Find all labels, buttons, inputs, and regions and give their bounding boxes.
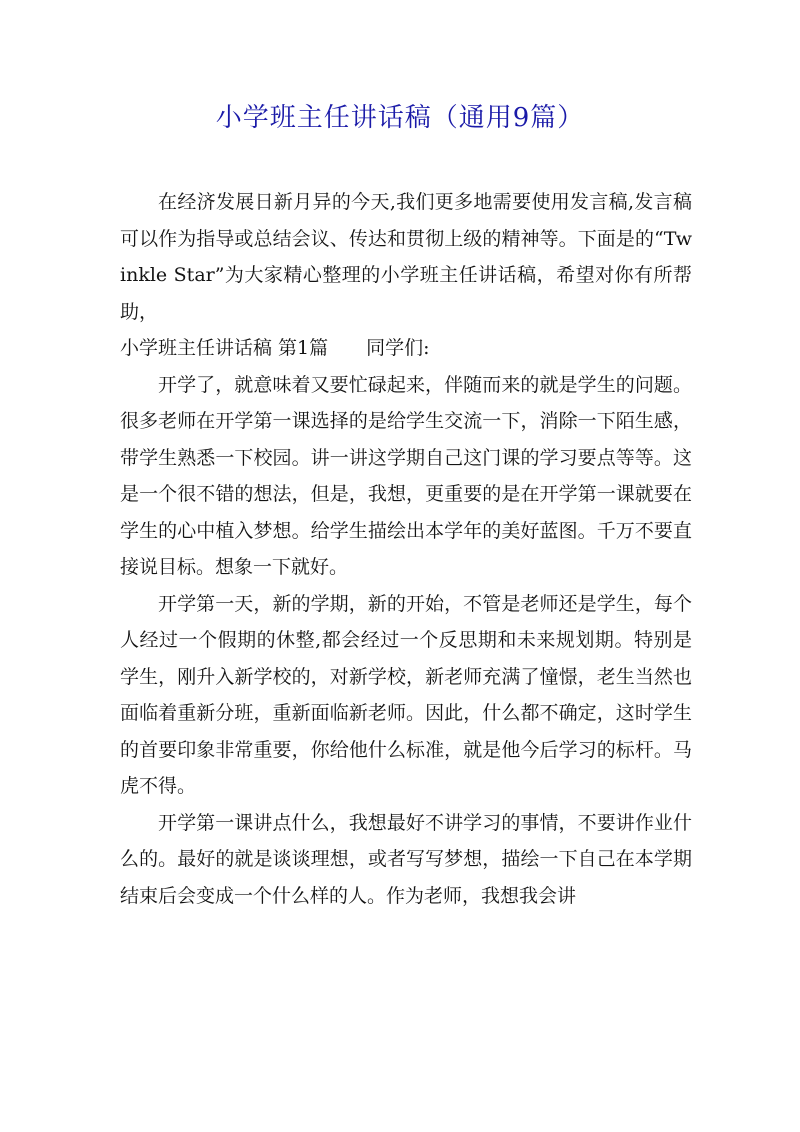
greeting: 同学们:: [366, 337, 430, 359]
intro-paragraph: 在经济发展日新月异的今天,我们更多地需要使用发言稿,发言稿可以作为指导或总结会议、传达和贯彻上级的精神等。下面是的“Twinkle Star”为大家精心整理的小学班主任讲话稿，希望对你有所帮助，: [120, 191, 692, 323]
section-heading: 小学班主任讲话稿 第1篇: [120, 337, 329, 359]
body-paragraph: 开学第一天，新的学期，新的开始，不管是老师还是学生，每个人经过一个假期的休整,都会经过一个反思期和未来规划期。特别是学生，刚升入新学校的，对新学校，新老师充满了憧憬，老生当然也面临着重新分班，重新面临新老师。因此，什么都不确定，这时学生的首要印象非常重要，你给他什么标准，就是他今后学习的标杆。马虎不得。: [120, 592, 692, 797]
section-heading-line: [120, 330, 692, 367]
document-title: 小学班主任讲话稿（通用9篇）: [215, 103, 585, 133]
document-body: [120, 184, 692, 914]
body-paragraph: 开学第一课讲点什么，我想最好不讲学习的事情，不要讲作业什么的。最好的就是谈谈理想，或者写写梦想，描绘一下自己在本学期结束后会变成一个什么样的人。作为老师，我想我会讲: [120, 811, 692, 907]
body-paragraph: 开学了，就意味着又要忙碌起来，伴随而来的就是学生的问题。很多老师在开学第一课选择的是给学生交流一下，消除一下陌生感，带学生熟悉一下校园。讲一讲这学期自己这门课的学习要点等等。这是一个很不错的想法，但是，我想，更重要的是在开学第一课就要在学生的心中植入梦想。给学生描绘出本学年的美好蓝图。千万不要直接说目标。想象一下就好。: [120, 373, 692, 578]
